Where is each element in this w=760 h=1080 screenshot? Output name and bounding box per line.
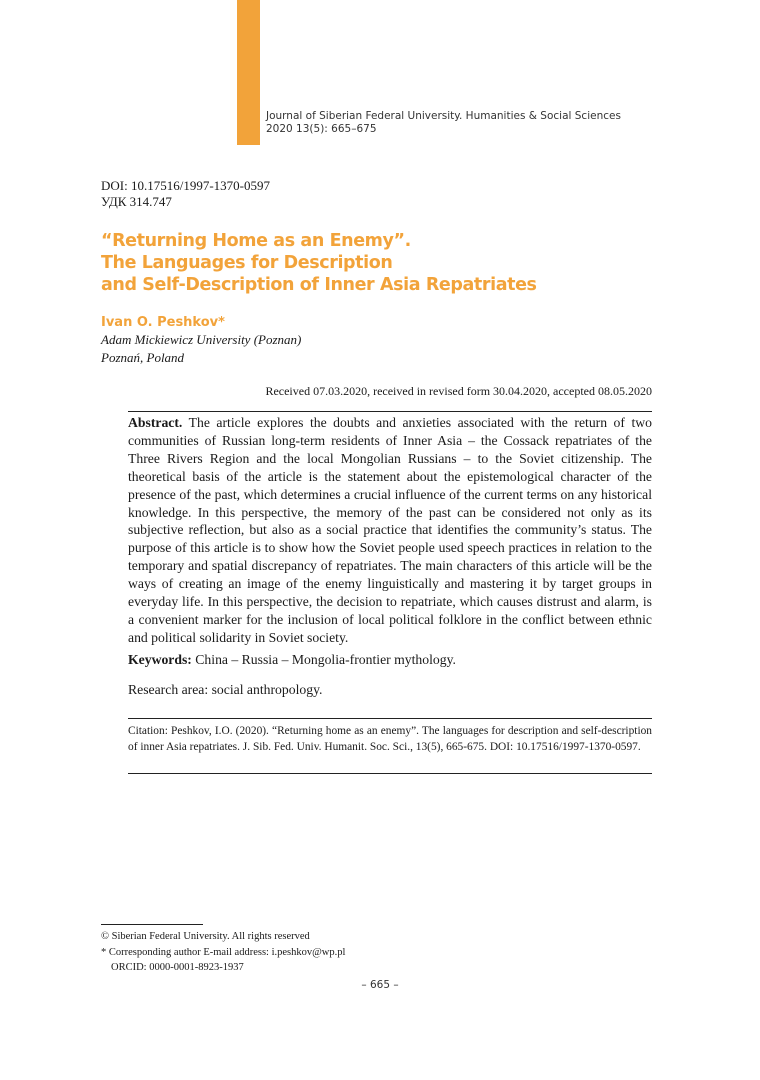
abstract-label: Abstract. xyxy=(128,415,183,430)
keywords-label: Keywords: xyxy=(128,652,192,667)
footnote-rule xyxy=(101,924,203,925)
identifiers xyxy=(101,178,270,210)
abstract xyxy=(128,414,652,647)
keywords-text: China – Russia – Mongolia-frontier mythology. xyxy=(195,652,456,667)
author-name: Ivan O. Peshkov* xyxy=(101,315,225,330)
article-title xyxy=(101,230,661,296)
udk: УДК 314.747 xyxy=(101,194,172,209)
orange-header-bar xyxy=(237,0,260,145)
title-line-2: The Languages for Description xyxy=(101,253,393,273)
citation: Citation: Peshkov, I.O. (2020). “Returning home as an enemy”. The languages for description and self-description of inner Asia repatriates. J. Sib. Fed. Univ. Humanit. Soc. Sci., 13(5), 665-675. DOI: 10.17516/1997-1370-0597. xyxy=(128,725,652,753)
journal-issue: 2020 13(5): 665–675 xyxy=(266,123,377,135)
orcid-note: ORCID: 0000-0001-8923-1937 xyxy=(111,962,244,973)
footnotes xyxy=(101,929,345,976)
citation-bottom-rule xyxy=(128,773,652,774)
copyright-note: © Siberian Federal University. All rights reserved xyxy=(101,931,310,942)
citation-top-rule xyxy=(128,718,652,719)
received-dates: Received 07.03.2020, received in revised form 30.04.2020, accepted 08.05.2020 xyxy=(265,384,652,398)
keywords xyxy=(128,652,652,668)
author-location: Poznań, Poland xyxy=(101,350,185,365)
page-number: – 665 – xyxy=(361,979,399,991)
abstract-text: The article explores the doubts and anxieties associated with the return of two communities of Russian long-term residents of Inner Asia – the Cossack repatriates of the Three Rivers Region and the local Mongolian Russians – to the Soviet citizenship. The theoretical basis of the article is the statement about the epistemological character of the presence of the past, which determines a crucial influence of the current terms on any historical knowledge. In this perspective, the memory of the past can be considered not only as its subjective reflection, but also as a social practice that identifies the community’s status. The purpose of this article is to show how the Soviet people used speech practices in relation to the temporary and spatial discrepancy of repatriates. The main characters of this article will be the ways of creating an image of the enemy linguistically and mastering it by target groups in everyday life. In this perspective, the decision to repatriate, which causes distrust and alarm, is a convenient marker for the inclusion of local political folklore in the conflict between ethnic and political solidarity in Soviet society. xyxy=(128,415,652,645)
author-affiliation-block xyxy=(101,331,301,367)
research-area: Research area: social anthropology. xyxy=(128,682,323,697)
doi: DOI: 10.17516/1997-1370-0597 xyxy=(101,178,270,193)
journal-header xyxy=(266,110,621,136)
corresponding-author-note: * Corresponding author E-mail address: i.peshkov@wp.pl xyxy=(101,946,346,958)
title-line-3: and Self-Description of Inner Asia Repatriates xyxy=(101,275,537,295)
abstract-top-rule xyxy=(128,411,652,412)
journal-name: Journal of Siberian Federal University. Humanities & Social Sciences xyxy=(266,110,621,122)
author-affiliation: Adam Mickiewicz University (Poznan) xyxy=(101,332,302,347)
title-line-1: “Returning Home as an Enemy”. xyxy=(101,231,411,251)
